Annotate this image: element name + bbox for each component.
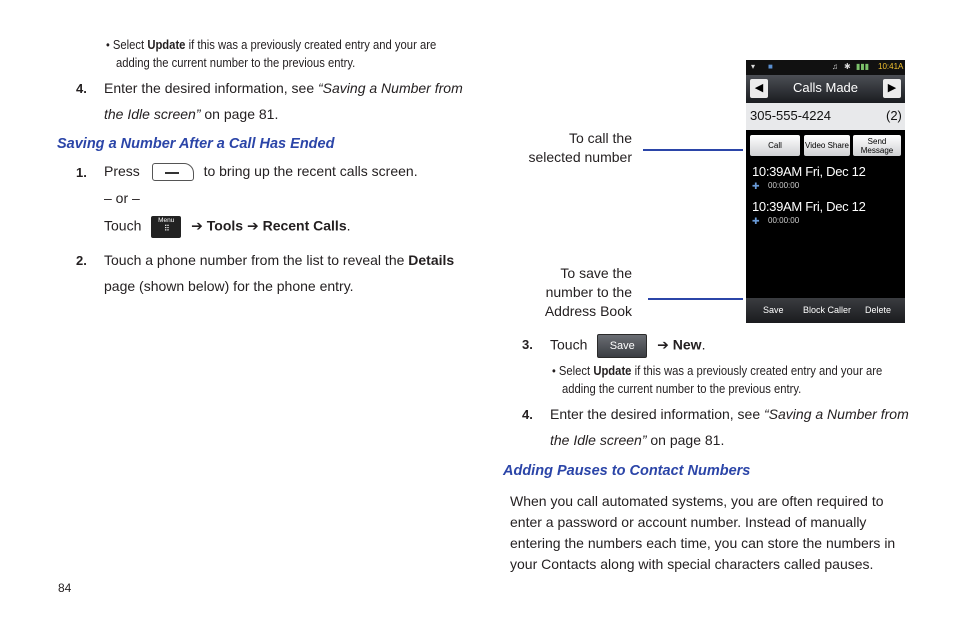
step-number: 3. <box>522 337 533 352</box>
bullet-update-line2: adding the current number to the previous entry. <box>116 56 356 70</box>
step-number: 2. <box>76 253 87 268</box>
next-arrow-button[interactable]: ▶ <box>883 79 901 98</box>
step3-text: Touch Save ➔ New. <box>550 334 705 358</box>
softkey-bar <box>746 298 905 323</box>
status-bar <box>746 60 905 75</box>
step4-text-line2: the Idle screen” on page 81. <box>104 106 279 122</box>
bluetooth-icon: ✱ <box>844 62 851 71</box>
speaker-icon: ♫ <box>832 62 838 71</box>
step4-text: Enter the desired information, see “Saving a Number from <box>104 80 463 96</box>
message-icon: ■ <box>768 62 773 71</box>
screen-title: Calls Made <box>792 80 859 95</box>
callout-save: To save the number to the Address Book <box>544 265 632 319</box>
send-message-button[interactable]: Send Message <box>853 135 901 156</box>
call-log-entry[interactable] <box>746 197 905 231</box>
signal-icon: ▾ <box>751 62 756 71</box>
call-duration: 00:00:00 <box>768 216 800 225</box>
call-time: 10:39AM Fri, Dec 12 <box>752 164 866 179</box>
bullet-update-line2: adding the current number to the previous entry. <box>562 382 802 396</box>
step2-text: Touch a phone number from the list to reveal the Details <box>104 252 455 268</box>
softkey-save[interactable]: Save <box>763 305 784 315</box>
call-time: 10:39AM Fri, Dec 12 <box>752 199 866 214</box>
step-number: 4. <box>522 407 533 422</box>
section-heading: Saving a Number After a Call Has Ended <box>57 136 335 152</box>
softkey-block-caller[interactable]: Block Caller <box>803 305 852 315</box>
step-number: 1. <box>76 165 87 180</box>
step4-text-line2: the Idle screen” on page 81. <box>550 432 725 448</box>
step-number: 4. <box>76 81 87 96</box>
step1-alt-text: Touch Menu ⠿ ➔ Tools ➔ Recent Calls. <box>104 216 351 238</box>
pauses-paragraph: When you call automated systems, you are often required to enter a password or account number. Instead of manually entering the numbers each time, you can store the numbers in your Contacts along with special characters called pauses. <box>510 493 896 572</box>
calls-title-bar <box>746 75 905 103</box>
or-separator: – or – <box>104 190 140 206</box>
bullet-update: • Select Update if this was a previously created entry and your are <box>106 38 437 52</box>
page-number: 84 <box>58 581 72 595</box>
callout-call: To call the selected number <box>528 130 632 165</box>
call-type-icon: ✚ <box>752 181 760 191</box>
call-duration: 00:00:00 <box>768 181 800 190</box>
send-key-icon <box>152 163 194 181</box>
section-heading: Adding Pauses to Contact Numbers <box>503 463 751 479</box>
call-button[interactable]: Call <box>750 135 800 156</box>
callout-line-call <box>643 149 743 151</box>
step1-text: Press to bring up the recent calls screen. <box>104 162 418 181</box>
video-share-button[interactable]: Video Share <box>804 135 850 156</box>
clock-time: 10:41A <box>878 62 904 71</box>
phone-screenshot <box>746 60 905 323</box>
bullet-update: • Select Update if this was a previously created entry and your are <box>552 364 883 378</box>
save-key-icon: Save <box>597 334 647 358</box>
action-buttons <box>746 132 905 160</box>
call-log-entry[interactable] <box>746 162 905 196</box>
softkey-delete[interactable]: Delete <box>865 305 892 315</box>
battery-icon: ▮▮▮ <box>856 62 870 71</box>
prev-arrow-button[interactable]: ◀ <box>750 79 768 98</box>
step4-text: Enter the desired information, see “Saving a Number from <box>550 406 909 422</box>
entry-count: (2) <box>886 108 902 123</box>
phone-number-row <box>746 103 905 130</box>
phone-number: 305-555-4224 <box>750 108 831 123</box>
step2-text-line2: page (shown below) for the phone entry. <box>104 278 354 294</box>
call-type-icon: ✚ <box>752 216 760 226</box>
menu-key-icon: Menu ⠿ <box>151 216 181 238</box>
callout-line-save <box>648 298 743 300</box>
